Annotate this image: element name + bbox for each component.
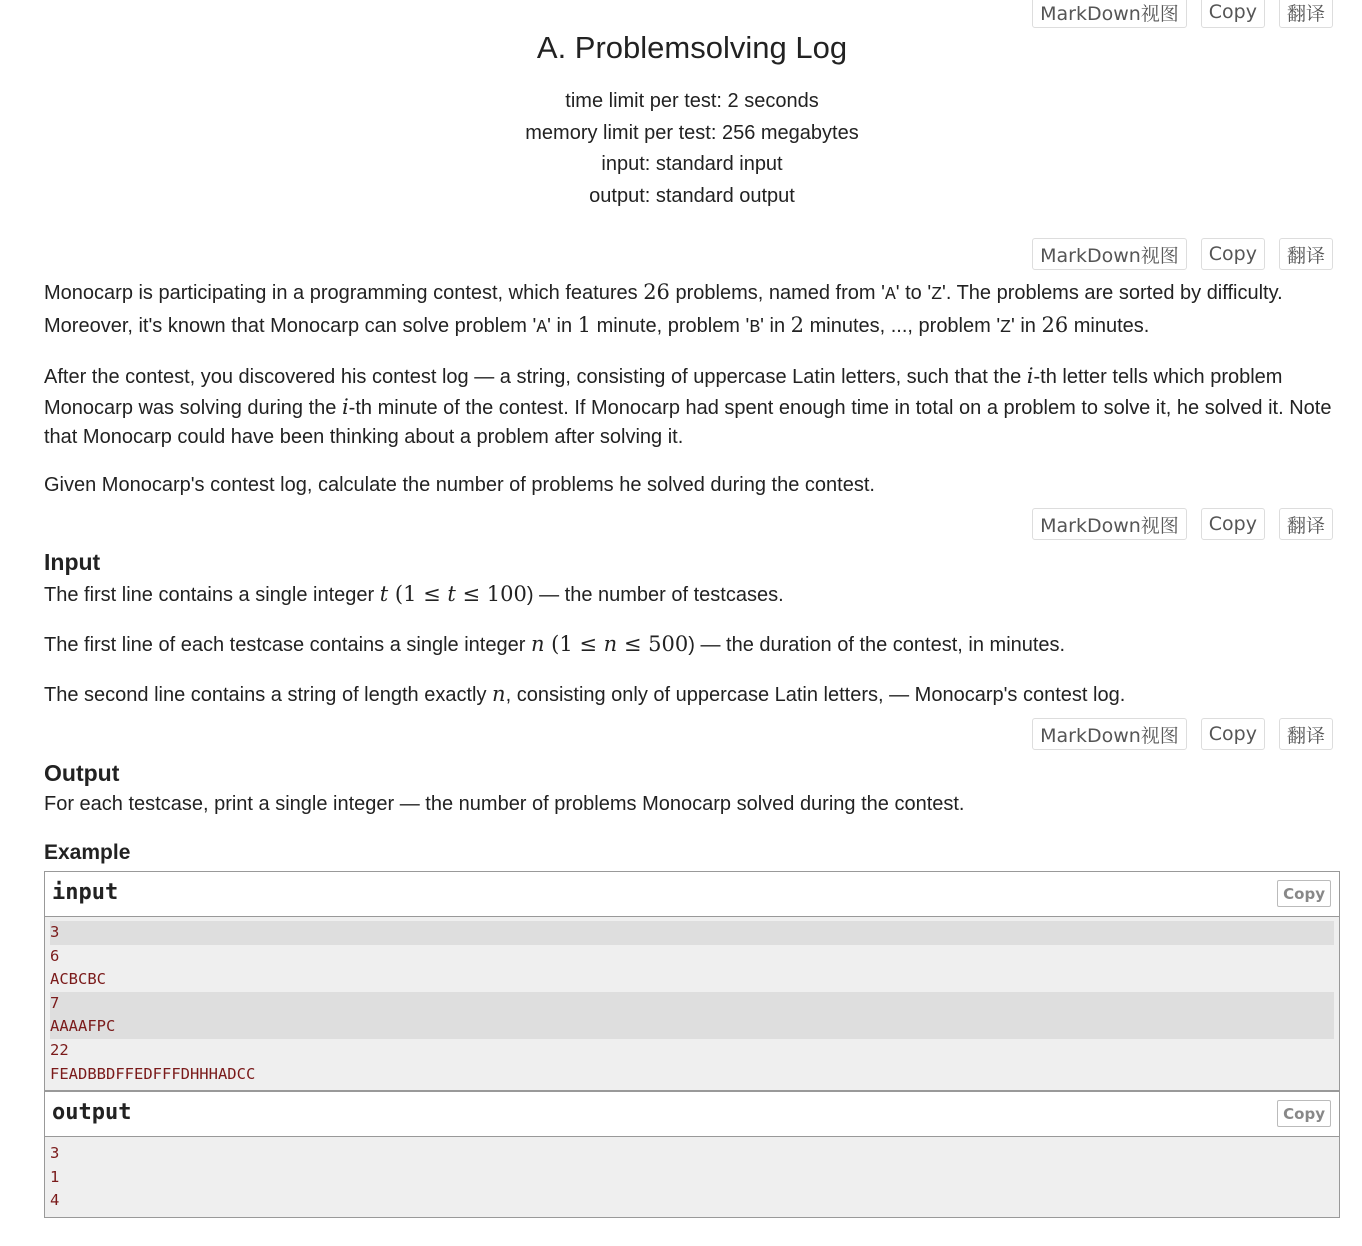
input-toolbar — [1032, 508, 1333, 540]
output-line: 4 — [50, 1191, 60, 1210]
output-toolbar — [1032, 718, 1333, 750]
translate-button[interactable]: 翻译 — [1279, 718, 1333, 750]
output-line: 3 — [50, 1144, 60, 1162]
time-limit: time limit per test: 2 seconds — [565, 90, 819, 112]
markdown-view-button[interactable]: MarkDown视图 — [1032, 718, 1187, 750]
input-line: 6 — [50, 946, 60, 965]
translate-button[interactable]: 翻译 — [1279, 238, 1333, 270]
input-heading: Input — [44, 549, 101, 575]
input-spec-line-1: The first line contains a single integer t (1 ≤ t ≤ 100) — the number of testcases. — [44, 582, 784, 606]
input-source: input: standard input — [601, 153, 783, 175]
copy-input-button[interactable]: Copy — [1277, 880, 1331, 907]
output-line: 1 — [50, 1167, 60, 1186]
example-heading: Example — [44, 841, 131, 864]
copy-button[interactable]: Copy — [1201, 508, 1265, 540]
markdown-view-button[interactable]: MarkDown视图 — [1032, 0, 1187, 28]
example-input-content — [45, 917, 1339, 1090]
header-toolbar — [1032, 0, 1333, 28]
markdown-view-button[interactable]: MarkDown视图 — [1032, 238, 1187, 270]
translate-button[interactable]: 翻译 — [1279, 0, 1333, 28]
memory-limit: memory limit per test: 256 megabytes — [525, 121, 859, 144]
statement-toolbar — [1032, 238, 1333, 270]
markdown-view-button[interactable]: MarkDown视图 — [1032, 508, 1187, 540]
input-line: AAAAFPC — [50, 1015, 1334, 1039]
output-heading: Output — [44, 760, 120, 786]
example-output-box — [44, 1091, 1340, 1218]
input-spec-line-2: The first line of each testcase contains a single integer n (1 ≤ n ≤ 500) — the duration of the contest, in minutes. — [44, 632, 1066, 656]
input-line: 7 — [50, 992, 1334, 1016]
example-output-content — [45, 1137, 1339, 1217]
statement-paragraph-2: After the contest, you discovered his contest log — a string, consisting of uppercase Latin letters, such that the i-th letter tells which problem Monocarp was solving during the i-th minute of the contest. If Monocarp had spent enough time in total on a problem to solve it, he solved it. Note that Monocarp could have been thinking about a problem after solving it. — [44, 364, 1332, 448]
example-input-box — [44, 871, 1340, 1091]
problem-limits — [0, 86, 1362, 212]
output-source: output: standard output — [589, 184, 795, 207]
output-spec-line-1: For each testcase, print a single integer — the number of problems Monocarp solved during the contest. — [44, 793, 965, 815]
input-line: FEADBBDFFEDFFFDHHHADCC — [50, 1064, 256, 1083]
input-line: 22 — [50, 1040, 69, 1059]
copy-button[interactable]: Copy — [1201, 0, 1265, 28]
statement-paragraph-3: Given Monocarp's contest log, calculate the number of problems he solved during the contest. — [44, 474, 875, 496]
example-input-label: input — [52, 880, 119, 905]
example-output-header — [45, 1092, 1339, 1137]
input-line: 3 — [50, 921, 1334, 945]
copy-output-button[interactable]: Copy — [1277, 1100, 1331, 1127]
problem-title: A. Problemsolving Log — [536, 30, 848, 65]
example-input-header — [45, 872, 1339, 917]
statement-paragraph-1: Monocarp is participating in a programming contest, which features 26 problems, named from 'A' to 'Z'. The problems are sorted by difficulty. Moreover, it's known that Monocarp can solve problem 'A' in 1 minute, problem 'B' in 2 minutes, ..., problem 'Z' in 26 minutes. — [44, 280, 1283, 338]
example-output-label: output — [52, 1100, 132, 1125]
copy-button[interactable]: Copy — [1201, 238, 1265, 270]
input-line: ACBCBC — [50, 970, 106, 989]
translate-button[interactable]: 翻译 — [1279, 508, 1333, 540]
copy-button[interactable]: Copy — [1201, 718, 1265, 750]
input-spec-line-3: The second line contains a string of length exactly n, consisting only of uppercase Latin letters, — Monocarp's contest log. — [44, 682, 1126, 706]
